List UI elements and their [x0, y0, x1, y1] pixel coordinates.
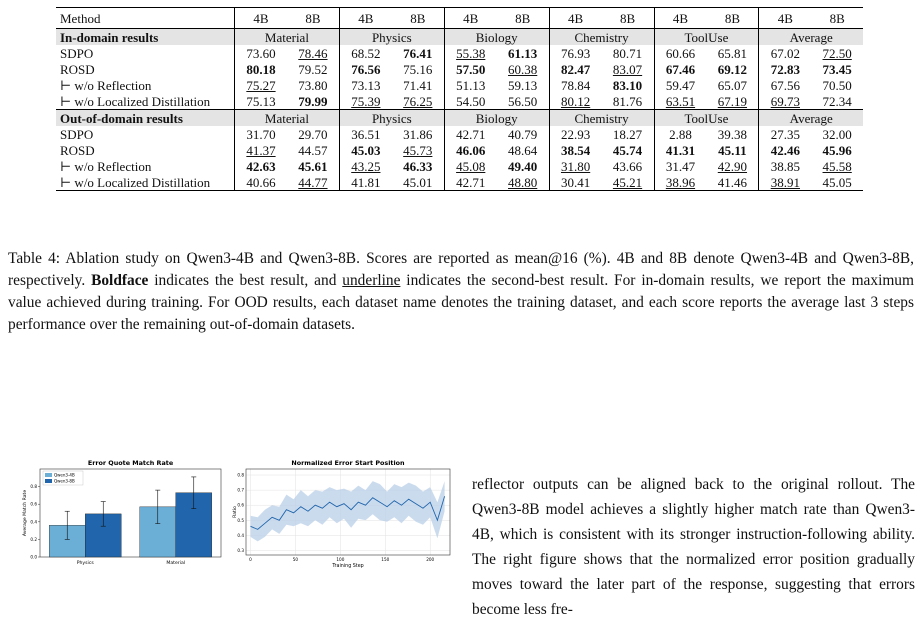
value-text: 72.83: [770, 61, 800, 77]
method-header: Method: [56, 8, 235, 29]
y-tick-label: 0.8: [30, 484, 37, 490]
x-tick-label: Material: [166, 561, 186, 566]
size-header: 4B: [339, 8, 391, 29]
value-cell: [706, 61, 758, 77]
value-cell: [287, 77, 339, 93]
value-cell: [602, 77, 654, 93]
method-cell: SDPO: [60, 45, 94, 61]
value-text: 73.80: [298, 77, 328, 93]
value-text: 46.06: [456, 142, 486, 158]
value-text: 69.12: [717, 61, 748, 77]
method-cell: ⊢ w/o Localized Distillation: [56, 174, 235, 191]
table-row: [56, 93, 863, 110]
value-text: 76.41: [403, 45, 433, 61]
value-text: 83.07: [612, 61, 643, 77]
value-cell: [654, 174, 706, 191]
value-text: 43.66: [612, 158, 643, 174]
value-text: 45.11: [718, 142, 747, 158]
value-cell: [654, 77, 706, 93]
value-text: 45.61: [298, 158, 328, 174]
dataset-header: Biology: [444, 29, 549, 46]
value-cell: [287, 61, 339, 77]
value-text: 49.40: [508, 158, 538, 174]
dataset-header: Average: [759, 29, 863, 46]
value-text: 38.54: [560, 142, 591, 158]
value-cell: [549, 158, 601, 174]
value-cell: [549, 61, 601, 77]
y-tick-label: 0.3: [237, 547, 244, 553]
value-cell: [235, 77, 287, 93]
value-text: 45.01: [403, 174, 433, 190]
value-text: 41.81: [351, 174, 381, 190]
value-cell: [549, 45, 601, 61]
value-cell: [549, 126, 601, 142]
value-text: 79.52: [298, 61, 328, 77]
y-tick-label: 0.7: [237, 487, 244, 493]
value-text: 31.47: [665, 158, 696, 174]
value-text: 39.38: [717, 126, 748, 142]
value-text: 61.13: [508, 45, 538, 61]
table-row: [56, 158, 863, 174]
value-text: 65.07: [717, 77, 748, 93]
value-text: 75.13: [246, 93, 276, 109]
value-text: 45.96: [822, 142, 852, 158]
value-text: 67.19: [717, 93, 748, 109]
section-header-row: [56, 110, 863, 127]
value-text: 72.50: [822, 45, 852, 61]
value-cell: [339, 174, 391, 191]
value-text: 45.03: [351, 142, 381, 158]
value-text: 42.71: [456, 174, 486, 190]
dataset-header: ToolUse: [654, 29, 759, 46]
y-tick-label: 0.4: [237, 532, 244, 538]
method-cell: ⊢ w/o Localized Distillation: [56, 93, 235, 110]
value-cell: [444, 93, 496, 110]
table-caption: [8, 248, 914, 336]
legend-label: Qwen3-8B: [54, 478, 75, 484]
caption-bold-word: Boldface: [91, 272, 149, 290]
value-cell: [444, 45, 496, 61]
value-text: 45.05: [822, 174, 852, 190]
value-cell: [497, 45, 549, 61]
value-text: 54.50: [456, 93, 486, 109]
value-text: 41.37: [246, 142, 276, 158]
value-cell: [654, 158, 706, 174]
value-cell: [759, 77, 811, 93]
value-text: 63.51: [665, 93, 696, 109]
value-text: 67.56: [770, 77, 800, 93]
value-cell: [706, 174, 758, 191]
value-text: 79.99: [298, 93, 328, 109]
value-cell: [811, 61, 863, 77]
value-cell: [392, 77, 444, 93]
value-cell: [235, 93, 287, 110]
value-text: 59.47: [665, 77, 696, 93]
value-cell: [706, 77, 758, 93]
size-header: 8B: [602, 8, 654, 29]
value-text: 44.77: [298, 174, 328, 190]
body-paragraph: reflector outputs can be aligned back to the original rollout. The Qwen3-8B model achieves a slightly higher match rate than Qwen3-4B, which is consistent with its stronger instruction-following ability. The right figure shows that the normalized error position gradually moves toward the later part of the response, suggesting that errors become less fre-: [472, 476, 915, 619]
chart-title: Error Quote Match Rate: [87, 459, 174, 467]
size-header: 8B: [811, 8, 863, 29]
value-cell: [235, 61, 287, 77]
value-text: 44.57: [298, 142, 328, 158]
value-text: 18.27: [612, 126, 643, 142]
caption-underline-word: underline: [342, 272, 401, 290]
y-tick-label: 0.0: [30, 554, 37, 560]
value-text: 2.88: [669, 126, 692, 142]
value-text: 55.38: [456, 45, 486, 61]
value-text: 41.31: [665, 142, 696, 158]
value-text: 31.86: [403, 126, 433, 142]
value-text: 78.84: [560, 77, 591, 93]
value-text: 80.71: [612, 45, 643, 61]
size-header: 8B: [706, 8, 758, 29]
value-text: 76.25: [403, 93, 433, 109]
value-cell: [392, 158, 444, 174]
dataset-header: Physics: [339, 29, 444, 46]
method-cell: ⊢ w/o Reflection: [60, 77, 152, 93]
value-cell: [706, 45, 758, 61]
value-text: 80.12: [560, 93, 591, 109]
value-cell: [811, 158, 863, 174]
legend-label: Qwen3-4B: [54, 472, 75, 478]
table-header-row: [56, 8, 863, 29]
value-cell: [392, 174, 444, 191]
value-cell: [602, 174, 654, 191]
value-text: 38.96: [665, 174, 696, 190]
value-cell: [759, 61, 811, 77]
value-cell: [706, 126, 758, 142]
value-text: 29.70: [298, 126, 328, 142]
x-tick-label: 0: [249, 557, 252, 562]
y-tick-label: 0.8: [237, 472, 244, 478]
value-cell: [602, 142, 654, 158]
value-cell: [811, 142, 863, 158]
size-header: 4B: [235, 8, 287, 29]
value-cell: [235, 45, 287, 61]
value-cell: [444, 174, 496, 191]
value-text: 82.47: [560, 61, 591, 77]
y-axis-label: Average Match Rate: [23, 489, 28, 537]
x-tick-label: Physics: [76, 561, 94, 566]
value-cell: [444, 61, 496, 77]
value-text: 40.66: [246, 174, 276, 190]
legend: [43, 471, 83, 485]
size-header: 4B: [444, 8, 496, 29]
method-cell: ROSD: [60, 61, 95, 77]
value-cell: [497, 93, 549, 110]
value-cell: [759, 174, 811, 191]
value-text: 57.50: [456, 61, 486, 77]
dataset-header: Biology: [444, 110, 549, 127]
value-text: 69.73: [770, 93, 800, 109]
method-cell: SDPO: [60, 126, 94, 142]
value-cell: [339, 61, 391, 77]
y-tick-label: 0.6: [237, 502, 244, 508]
dataset-header: Material: [235, 29, 340, 46]
value-text: 45.21: [612, 174, 643, 190]
value-cell: [444, 77, 496, 93]
value-cell: [759, 158, 811, 174]
method-cell: ⊢ w/o Reflection: [60, 158, 152, 174]
x-tick-label: 150: [381, 557, 390, 562]
x-tick-label: 200: [426, 557, 435, 562]
value-cell: [287, 174, 339, 191]
value-cell: [392, 45, 444, 61]
size-header: 8B: [287, 8, 339, 29]
table-row: [56, 45, 863, 61]
value-cell: [602, 158, 654, 174]
y-tick-label: 0.6: [30, 501, 37, 507]
table-row: [56, 77, 863, 93]
value-cell: [706, 158, 758, 174]
dataset-header: Average: [759, 110, 863, 127]
value-cell: [339, 126, 391, 142]
value-cell: [654, 142, 706, 158]
value-cell: [654, 45, 706, 61]
value-cell: [811, 126, 863, 142]
value-text: 48.80: [508, 174, 538, 190]
value-cell: [339, 142, 391, 158]
value-text: 36.51: [351, 126, 381, 142]
value-text: 45.73: [403, 142, 433, 158]
dataset-header: Chemistry: [549, 29, 654, 46]
value-cell: [392, 142, 444, 158]
value-cell: [339, 93, 391, 110]
value-cell: [392, 93, 444, 110]
value-cell: [602, 126, 654, 142]
dataset-header: ToolUse: [654, 110, 759, 127]
value-text: 32.00: [822, 126, 852, 142]
value-cell: [497, 158, 549, 174]
value-text: 75.39: [351, 93, 381, 109]
value-cell: [549, 93, 601, 110]
value-cell: [392, 61, 444, 77]
value-cell: [811, 77, 863, 93]
value-text: 46.33: [403, 158, 433, 174]
x-tick-label: 100: [336, 557, 345, 562]
value-cell: [444, 142, 496, 158]
dataset-header: Physics: [339, 110, 444, 127]
value-text: 60.38: [508, 61, 538, 77]
value-cell: [654, 126, 706, 142]
value-cell: [444, 126, 496, 142]
value-text: 31.80: [560, 158, 591, 174]
ablation-table: [56, 7, 863, 191]
value-cell: [497, 142, 549, 158]
value-text: 41.46: [717, 174, 748, 190]
size-header: 8B: [392, 8, 444, 29]
value-text: 75.16: [403, 61, 433, 77]
value-cell: [392, 126, 444, 142]
value-text: 27.35: [770, 126, 800, 142]
value-text: 73.45: [822, 61, 852, 77]
x-axis-label: Training Step: [332, 564, 364, 569]
value-text: 51.13: [456, 77, 486, 93]
size-header: 4B: [549, 8, 601, 29]
value-text: 31.70: [246, 126, 276, 142]
value-text: 80.18: [246, 61, 276, 77]
value-cell: [811, 174, 863, 191]
value-cell: [811, 93, 863, 110]
value-text: 81.76: [612, 93, 643, 109]
value-text: 42.63: [246, 158, 276, 174]
value-cell: [654, 93, 706, 110]
value-cell: [235, 126, 287, 142]
value-text: 65.81: [717, 45, 748, 61]
value-cell: [549, 77, 601, 93]
legend-swatch: [45, 473, 52, 477]
value-text: 45.08: [456, 158, 486, 174]
value-cell: [706, 142, 758, 158]
value-text: 59.13: [508, 77, 538, 93]
y-tick-label: 0.4: [30, 519, 37, 525]
value-cell: [339, 158, 391, 174]
size-header: 8B: [497, 8, 549, 29]
table-row: [56, 61, 863, 77]
value-cell: [497, 174, 549, 191]
value-text: 73.60: [246, 45, 276, 61]
value-cell: [287, 45, 339, 61]
value-cell: [287, 126, 339, 142]
value-text: 78.46: [298, 45, 328, 61]
caption-part2: indicates the best result, and: [148, 272, 343, 290]
value-text: 45.74: [612, 142, 643, 158]
value-cell: [339, 77, 391, 93]
value-cell: [759, 126, 811, 142]
value-text: 76.93: [560, 45, 591, 61]
value-text: 30.41: [560, 174, 591, 190]
results-table: [56, 7, 863, 191]
section-title: In-domain results: [56, 29, 235, 46]
value-cell: [759, 142, 811, 158]
value-text: 22.93: [560, 126, 591, 142]
value-cell: [497, 126, 549, 142]
value-text: 38.85: [770, 158, 800, 174]
value-cell: [235, 174, 287, 191]
value-cell: [759, 45, 811, 61]
section-header-row: [56, 29, 863, 46]
method-cell: ROSD: [60, 142, 95, 158]
value-text: 67.46: [665, 61, 696, 77]
caption-part3: indicates the second-best result. For in-domain results, we report the maximum value achieved during training. For OOD results, each dataset name denotes the training dataset, and each score reports the average last 3 steps performance over the remaining out-of-domain datasets.: [8, 272, 914, 334]
caption-part1: Table 4: Ablation study on Qwen3-4B and Qwen3-8B. Scores are reported as mean@16 (%). 4B and 8B denote Qwen3-4B and Qwen3-8B, respectively.: [8, 250, 914, 290]
value-cell: [444, 158, 496, 174]
value-text: 48.64: [508, 142, 538, 158]
value-cell: [235, 142, 287, 158]
error-position-chart: [232, 459, 454, 571]
value-cell: [654, 61, 706, 77]
value-cell: [235, 158, 287, 174]
value-cell: [602, 93, 654, 110]
section-title: Out-of-domain results: [56, 110, 235, 127]
table-row: [56, 174, 863, 191]
value-cell: [497, 61, 549, 77]
dataset-header: Chemistry: [549, 110, 654, 127]
legend-swatch: [45, 479, 52, 483]
y-axis-label: Ratio: [233, 506, 238, 518]
dataset-header: Material: [235, 110, 340, 127]
value-cell: [339, 45, 391, 61]
value-text: 42.46: [770, 142, 800, 158]
table-row: [56, 142, 863, 158]
size-header: 4B: [654, 8, 706, 29]
chart-title: Normalized Error Start Position: [291, 459, 405, 467]
value-text: 42.90: [717, 158, 748, 174]
value-text: 76.56: [351, 61, 381, 77]
value-text: 56.50: [508, 93, 538, 109]
y-tick-label: 0.2: [30, 536, 37, 542]
value-text: 68.52: [351, 45, 381, 61]
size-header: 4B: [759, 8, 811, 29]
value-cell: [287, 93, 339, 110]
value-cell: [287, 142, 339, 158]
value-text: 71.41: [403, 77, 433, 93]
value-cell: [811, 45, 863, 61]
value-cell: [759, 93, 811, 110]
value-cell: [602, 61, 654, 77]
value-cell: [706, 93, 758, 110]
value-cell: [602, 45, 654, 61]
value-cell: [549, 142, 601, 158]
value-text: 38.91: [770, 174, 800, 190]
value-text: 40.79: [508, 126, 538, 142]
match-rate-chart: [18, 459, 226, 571]
value-cell: [497, 77, 549, 93]
value-text: 83.10: [612, 77, 643, 93]
value-text: 67.02: [770, 45, 800, 61]
value-text: 72.34: [822, 93, 852, 109]
value-cell: [549, 174, 601, 191]
value-text: 75.27: [246, 77, 276, 93]
value-cell: [287, 158, 339, 174]
value-text: 70.50: [822, 77, 852, 93]
y-tick-label: 0.5: [237, 517, 244, 523]
value-text: 60.66: [665, 45, 696, 61]
value-text: 42.71: [456, 126, 486, 142]
value-text: 43.25: [351, 158, 381, 174]
x-tick-label: 50: [292, 557, 299, 562]
table-row: [56, 126, 863, 142]
value-text: 73.13: [351, 77, 381, 93]
value-text: 45.58: [822, 158, 852, 174]
